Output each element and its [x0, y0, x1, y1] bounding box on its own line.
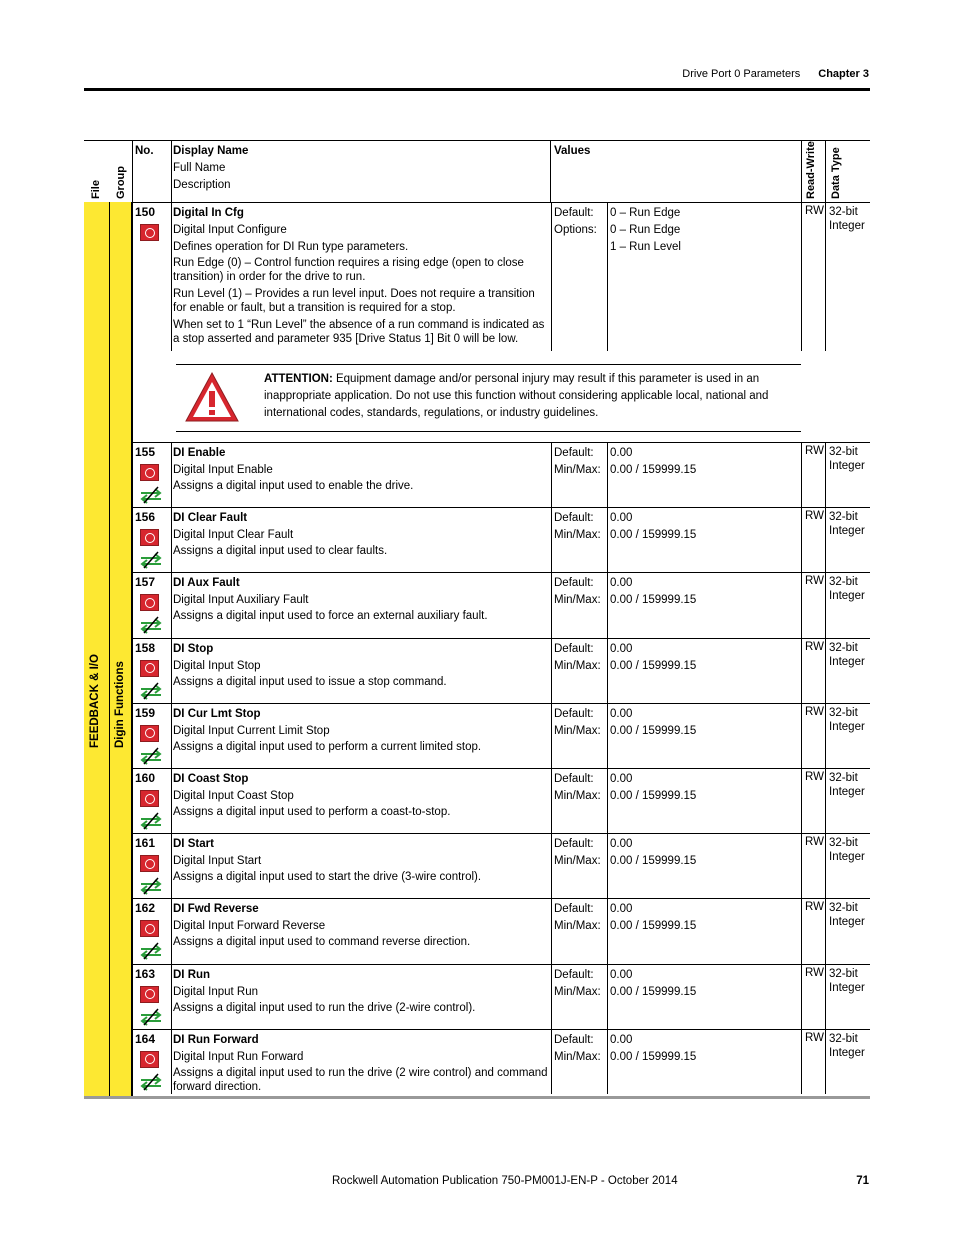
- divider: [825, 140, 826, 202]
- full-name: Digital Input Current Limit Stop: [173, 724, 330, 737]
- data-type: 32-bit Integer: [829, 511, 865, 538]
- description: Assigns a digital input used to perform a current limited stop.: [173, 740, 482, 753]
- value-labels: Default: Min/Max:: [554, 707, 601, 737]
- divider: [551, 769, 552, 833]
- table-bottom-rule: [84, 1096, 870, 1099]
- divider: [801, 508, 802, 572]
- param-name-block: [173, 967, 551, 1018]
- data-type: 32-bit Integer: [829, 837, 865, 864]
- divider: [825, 573, 826, 637]
- param-number: 150: [135, 205, 156, 219]
- linkable-icon: [140, 942, 162, 960]
- table-row-163: [132, 964, 870, 1029]
- display-name: DI Stop: [173, 642, 214, 655]
- display-name: DI Clear Fault: [173, 512, 248, 525]
- value-list: 0.00 0.00 / 159999.15: [610, 512, 697, 542]
- divider: [607, 573, 608, 637]
- divider: [551, 704, 552, 768]
- divider: [801, 573, 802, 637]
- param-name-block: [173, 575, 551, 626]
- param-number: 163: [135, 966, 156, 981]
- full-name: Digital Input Run: [173, 985, 259, 998]
- read-write: RW: [805, 771, 824, 783]
- divider: [607, 1030, 608, 1094]
- divider: [551, 443, 552, 507]
- display-name: DI Enable: [173, 447, 226, 459]
- stop-drive-icon: [140, 224, 159, 241]
- description: Assigns a digital input used to force an external auxiliary fault.: [173, 610, 488, 623]
- value-list: 0.00 0.00 / 159999.15: [610, 642, 697, 672]
- divider: [551, 573, 552, 637]
- divider: [171, 1030, 172, 1094]
- table-row-159: [132, 703, 870, 768]
- full-name: Digital Input Clear Fault: [173, 529, 294, 542]
- divider: [551, 1030, 552, 1094]
- full-name: Digital Input Configure: [173, 224, 287, 236]
- read-write: RW: [805, 510, 824, 523]
- full-name: Digital Input Coast Stop: [173, 790, 294, 802]
- read-write: RW: [805, 901, 824, 914]
- table-row-162: [132, 898, 870, 963]
- linkable-icon: [140, 616, 162, 634]
- description: Run Level (1) – Provides a run level input. Does not require a transition for enable or fault, but a transition is required for a stop.: [173, 288, 535, 314]
- divider: [607, 704, 608, 768]
- header-section: Drive Port 0 Parameters: [682, 68, 801, 80]
- divider: [825, 769, 826, 833]
- divider: [801, 769, 802, 833]
- param-number: 164: [135, 1031, 156, 1046]
- stop-drive-icon: [140, 855, 159, 872]
- description: Assigns a digital input used to start the drive (3-wire control).: [173, 871, 482, 884]
- divider: [801, 443, 802, 507]
- value-list: 0 – Run Edge 0 – Run Edge 1 – Run Level: [610, 207, 681, 253]
- read-write: RW: [805, 575, 824, 588]
- divider: [171, 508, 172, 572]
- divider: [801, 834, 802, 898]
- description: Defines operation for DI Run type parameters.: [173, 241, 409, 253]
- read-write: RW: [805, 966, 824, 979]
- description: Assigns a digital input used to enable the drive.: [173, 480, 414, 492]
- divider: [551, 965, 552, 1029]
- value-labels: Default: Min/Max:: [554, 512, 601, 542]
- value-labels: Default: Min/Max:: [554, 773, 601, 802]
- stop-drive-icon: [140, 920, 159, 937]
- param-name-block: [173, 706, 551, 757]
- footer-publication: Rockwell Automation Publication 750-PM001J-EN-P - October 2014: [332, 1175, 678, 1187]
- display-name: DI Start: [173, 838, 214, 851]
- divider: [825, 639, 826, 703]
- divider: [171, 443, 172, 507]
- value-list: 0.00 0.00 / 159999.15: [610, 838, 697, 868]
- table-row-160: [132, 768, 870, 833]
- divider: [825, 834, 826, 898]
- data-type: 32-bit Integer: [829, 772, 865, 798]
- divider: [825, 704, 826, 768]
- param-number: 159: [135, 705, 156, 720]
- data-type: 32-bit Integer: [829, 902, 865, 929]
- divider: [551, 508, 552, 572]
- data-type: 32-bit Integer: [829, 641, 865, 668]
- full-name: Digital Input Forward Reverse: [173, 920, 326, 933]
- divider: [171, 899, 172, 963]
- display-name: DI Cur Lmt Stop: [173, 707, 261, 720]
- param-name-block: [173, 510, 551, 561]
- value-list: 0.00 0.00 / 159999.15: [610, 447, 697, 476]
- display-name: DI Coast Stop: [173, 773, 249, 785]
- display-name: Digital In Cfg: [173, 207, 244, 219]
- divider: [171, 639, 172, 703]
- divider: [607, 965, 608, 1029]
- stop-drive-icon: [140, 464, 159, 481]
- linkable-icon: [140, 1008, 162, 1026]
- value-labels: Default: Min/Max:: [554, 642, 601, 672]
- linkable-icon: [140, 486, 162, 504]
- param-number: 158: [135, 640, 156, 655]
- divider: [825, 508, 826, 572]
- data-type: 32-bit Integer: [829, 576, 865, 603]
- divider: [801, 965, 802, 1029]
- col-display-name: Display Name Full Name Description: [173, 145, 249, 191]
- stop-drive-icon: [140, 986, 159, 1003]
- linkable-icon: [140, 812, 162, 830]
- read-write: RW: [805, 836, 824, 849]
- divider: [551, 899, 552, 963]
- linkable-icon: [140, 877, 162, 895]
- divider: [171, 573, 172, 637]
- table-row-158: [132, 638, 870, 703]
- warning-triangle-icon: [184, 371, 240, 423]
- divider: [551, 203, 552, 351]
- read-write: RW: [805, 640, 824, 653]
- param-name-block: [173, 771, 551, 822]
- table-row-157: [132, 572, 870, 637]
- divider: [607, 443, 608, 507]
- param-name-block: [173, 641, 551, 692]
- table-row-164: [132, 1029, 870, 1094]
- value-list: 0.00 0.00 / 159999.15: [610, 577, 697, 607]
- col-values: Values: [554, 145, 591, 157]
- attention-box: [176, 364, 801, 432]
- divider: [801, 140, 802, 202]
- divider: [825, 899, 826, 963]
- divider: [171, 834, 172, 898]
- description: Run Edge (0) – Control function requires a rising edge (open to close transition) in order for the drive to run.: [173, 257, 524, 283]
- description: Assigns a digital input used to run the drive (2-wire control).: [173, 1001, 476, 1014]
- param-name-block: [173, 445, 551, 496]
- divider: [801, 639, 802, 703]
- value-list: 0.00 0.00 / 159999.15: [610, 1033, 697, 1063]
- param-number: 157: [135, 575, 156, 590]
- attention-text: ATTENTION: Equipment damage and/or personal injury may result if this parameter is used in an inappropriate application. Do not use this function without considering applicable local, national and international codes, standards, regulations, or industry guidelines.: [264, 373, 769, 419]
- param-name-block: [173, 901, 551, 952]
- read-write: RW: [805, 205, 824, 217]
- table-row-155: [132, 442, 870, 507]
- read-write: RW: [805, 445, 824, 457]
- value-labels: Default: Options:: [554, 207, 597, 236]
- value-list: 0.00 0.00 / 159999.15: [610, 968, 697, 998]
- read-write: RW: [805, 1031, 824, 1044]
- description: When set to 1 “Run Level” the absence of a run command is indicated as a stop asserted and parameter 935 [Drive Status 1] Bit 0 will be low.: [173, 319, 545, 345]
- param-number: 161: [135, 836, 156, 851]
- divider: [171, 203, 172, 351]
- page-header: [682, 67, 869, 81]
- stop-drive-icon: [140, 594, 159, 611]
- divider: [171, 704, 172, 768]
- data-type: 32-bit Integer: [829, 446, 865, 472]
- param-number: 155: [135, 445, 156, 459]
- table-header: File Group No. Display Name Full Name Description Values Read-Write Data Type: [84, 140, 870, 202]
- full-name: Digital Input Stop: [173, 659, 261, 672]
- divider: [825, 965, 826, 1029]
- param-name-block: [173, 205, 551, 349]
- param-number: 156: [135, 510, 156, 525]
- display-name: DI Aux Fault: [173, 577, 240, 590]
- col-no: No.: [135, 145, 154, 157]
- group-label: Digin Functions: [114, 661, 126, 748]
- header-rule: [84, 88, 870, 91]
- file-column: [84, 202, 109, 1098]
- data-type: 32-bit Integer: [829, 706, 865, 733]
- param-number: 162: [135, 901, 156, 916]
- display-name: DI Run Forward: [173, 1033, 259, 1046]
- divider: [607, 639, 608, 703]
- stop-drive-icon: [140, 1051, 159, 1068]
- param-name-block: [173, 836, 551, 887]
- data-type: 32-bit Integer: [829, 1032, 865, 1059]
- full-name: Digital Input Start: [173, 855, 262, 868]
- divider: [551, 834, 552, 898]
- description: Assigns a digital input used to issue a stop command.: [173, 675, 447, 688]
- data-type: 32-bit Integer: [829, 206, 865, 232]
- page-number: 71: [856, 1175, 869, 1187]
- description: Assigns a digital input used to clear faults.: [173, 545, 388, 558]
- display-name: DI Fwd Reverse: [173, 903, 259, 916]
- divider: [171, 769, 172, 833]
- divider: [825, 203, 826, 351]
- divider: [607, 834, 608, 898]
- divider: [607, 508, 608, 572]
- divider: [607, 769, 608, 833]
- full-name: Digital Input Run Forward: [173, 1050, 304, 1063]
- value-labels: Default: Min/Max:: [554, 903, 601, 933]
- stop-drive-icon: [140, 725, 159, 742]
- description: Assigns a digital input used to run the drive (2 wire control) and command forward direction.: [173, 1066, 548, 1093]
- linkable-icon: [140, 551, 162, 569]
- value-labels: Default: Min/Max:: [554, 1033, 601, 1063]
- table-row-161: [132, 833, 870, 898]
- stop-drive-icon: [140, 790, 159, 807]
- description: Assigns a digital input used to command reverse direction.: [173, 936, 471, 949]
- file-label: FEEDBACK & I/O: [89, 654, 101, 748]
- divider: [825, 443, 826, 507]
- value-list: 0.00 0.00 / 159999.15: [610, 773, 697, 802]
- value-labels: Default: Min/Max:: [554, 838, 601, 868]
- display-name: DI Run: [173, 968, 211, 981]
- value-list: 0.00 0.00 / 159999.15: [610, 903, 697, 933]
- param-number: 160: [135, 771, 156, 785]
- divider: [550, 140, 551, 202]
- divider: [171, 965, 172, 1029]
- divider: [825, 1030, 826, 1094]
- stop-drive-icon: [140, 660, 159, 677]
- group-column: [109, 202, 132, 1098]
- read-write: RW: [805, 705, 824, 718]
- data-type: 32-bit Integer: [829, 967, 865, 994]
- full-name: Digital Input Auxiliary Fault: [173, 594, 309, 607]
- divider: [551, 639, 552, 703]
- description: Assigns a digital input used to perform a coast-to-stop.: [173, 806, 451, 818]
- divider: [801, 899, 802, 963]
- divider: [607, 899, 608, 963]
- linkable-icon: [140, 1073, 162, 1091]
- value-labels: Default: Min/Max:: [554, 968, 601, 998]
- divider: [801, 704, 802, 768]
- param-name-block: [173, 1032, 551, 1097]
- value-labels: Default: Min/Max:: [554, 577, 601, 607]
- linkable-icon: [140, 682, 162, 700]
- linkable-icon: [140, 747, 162, 765]
- header-chapter: Chapter 3: [818, 68, 869, 80]
- divider: [607, 203, 608, 351]
- table-row-156: [132, 507, 870, 572]
- full-name: Digital Input Enable: [173, 464, 273, 476]
- stop-drive-icon: [140, 529, 159, 546]
- value-labels: Default: Min/Max:: [554, 447, 601, 476]
- divider: [171, 140, 172, 202]
- divider: [801, 1030, 802, 1094]
- value-list: 0.00 0.00 / 159999.15: [610, 707, 697, 737]
- divider: [801, 203, 802, 351]
